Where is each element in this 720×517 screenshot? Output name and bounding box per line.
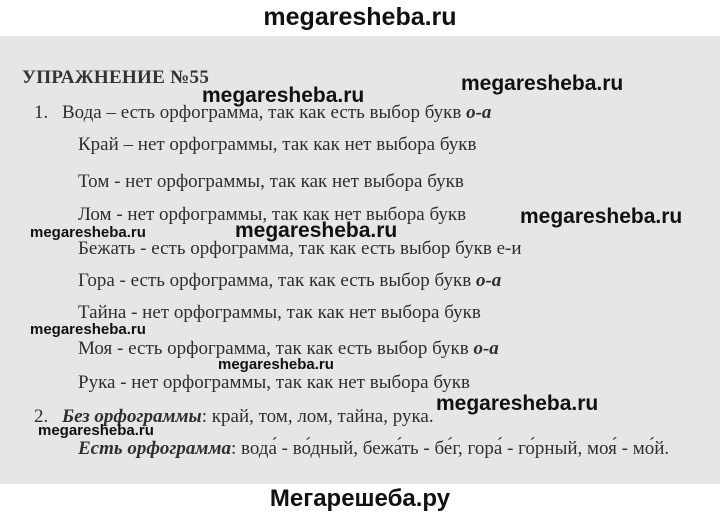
watermark: megaresheba.ru <box>520 205 683 228</box>
with-spelling-line <box>78 438 669 460</box>
footer-site-name: Мегарешеба.ру <box>269 485 451 512</box>
watermark: megaresheba.ru <box>218 356 334 373</box>
answer-text: Тайна - нет орфограммы, так как нет выбора букв <box>78 302 481 323</box>
header-site-name: megaresheba.ru <box>263 3 457 31</box>
watermark: megaresheba.ru <box>436 392 599 415</box>
no-spelling-label: Без орфограммы <box>62 406 202 427</box>
answer-emph: о-а <box>466 102 492 123</box>
answer-text: Край – нет орфограммы, так как нет выбора букв <box>78 134 477 155</box>
answer-line <box>78 134 476 156</box>
answer-text: Вода – есть орфограмма, так как есть выбор букв <box>62 102 467 123</box>
watermark: megaresheba.ru <box>202 84 365 107</box>
part-1-number: 1. <box>34 102 49 123</box>
answer-emph: о-а <box>473 338 499 359</box>
watermark: megaresheba.ru <box>38 422 154 439</box>
answer-text: Рука - нет орфограммы, так как нет выбора букв <box>78 372 470 393</box>
with-spelling-label: Есть орфограмма <box>78 438 231 459</box>
site-footer <box>0 484 720 517</box>
watermark: megaresheba.ru <box>30 224 146 241</box>
answer-text: Лом - нет орфограммы, так как нет выбора букв <box>78 204 467 225</box>
answer-text: Гора - есть орфограмма, так как есть выбор букв <box>78 270 476 291</box>
watermark: megaresheba.ru <box>30 321 146 338</box>
answer-text: Том - нет орфограммы, так как нет выбора букв <box>78 171 464 192</box>
part-2-number: 2. <box>34 406 49 427</box>
no-spelling-words: : край, том, лом, тайна, рука. <box>201 406 434 427</box>
site-header <box>0 0 720 36</box>
textbook-page <box>0 36 720 484</box>
answer-line <box>78 270 501 292</box>
watermark: megaresheba.ru <box>461 72 624 95</box>
answer-emph: о-а <box>475 270 502 291</box>
answer-text: Бежать - есть орфограмма, так как есть выбор букв е-и <box>78 238 522 259</box>
exercise-title: УПРАЖНЕНИЕ №55 <box>22 67 210 88</box>
answer-text: Моя - есть орфограмма, так как есть выбор букв <box>78 338 474 359</box>
watermark: megaresheba.ru <box>235 219 398 242</box>
answer-line <box>78 372 470 394</box>
with-spelling-words: : вода́ - во́дный, бежа́ть - бе́г, гора́ - го́рный, моя́ - мо́й. <box>230 438 670 459</box>
answer-line <box>78 171 464 193</box>
